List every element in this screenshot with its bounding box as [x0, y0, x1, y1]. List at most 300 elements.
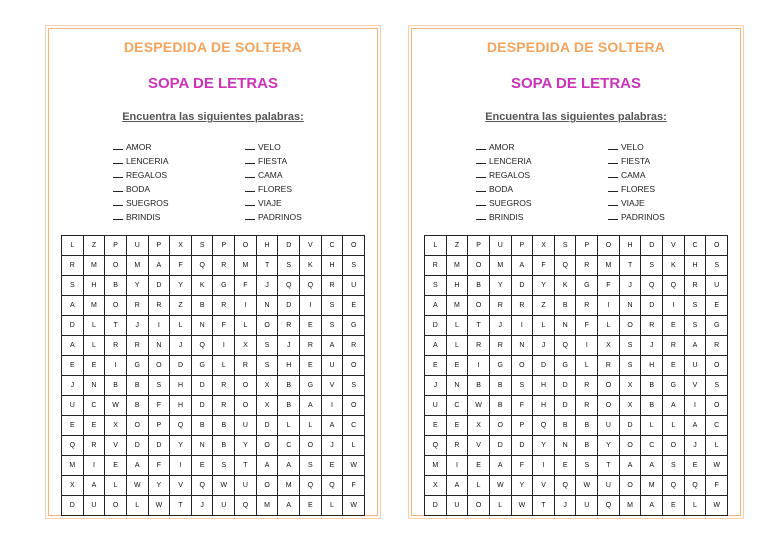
grid-cell: U: [235, 476, 257, 496]
grid-cell: S: [256, 336, 278, 356]
grid-cell: W: [511, 496, 533, 516]
grid-cell: T: [256, 256, 278, 276]
answer-blank: [245, 154, 255, 164]
grid-cell: L: [706, 436, 728, 456]
grid-cell: S: [511, 376, 533, 396]
word-label: LENCERIA: [126, 156, 169, 166]
grid-cell: O: [489, 416, 511, 436]
grid-cell: X: [105, 416, 127, 436]
grid-cell: N: [191, 436, 213, 456]
word-label: SUEGROS: [126, 198, 169, 208]
grid-cell: L: [663, 416, 685, 436]
word-item: [113, 182, 223, 196]
grid-cell: T: [533, 496, 555, 516]
grid-cell: O: [235, 396, 257, 416]
grid-row: [425, 316, 728, 336]
grid-cell: H: [170, 396, 192, 416]
grid-cell: R: [235, 356, 257, 376]
answer-blank: [113, 168, 123, 178]
grid-cell: R: [300, 336, 322, 356]
answer-blank: [476, 168, 486, 178]
grid-cell: J: [62, 376, 84, 396]
grid-row: [425, 396, 728, 416]
word-label: FIESTA: [621, 156, 651, 166]
puzzle-sheet-right: [411, 28, 741, 516]
grid-cell: X: [62, 476, 84, 496]
grid-cell: C: [706, 416, 728, 436]
grid-cell: F: [343, 476, 365, 496]
grid-row: [425, 416, 728, 436]
answer-blank: [245, 210, 255, 220]
grid-cell: R: [684, 276, 706, 296]
grid-cell: G: [554, 356, 576, 376]
grid-cell: D: [170, 356, 192, 376]
grid-cell: X: [170, 236, 192, 256]
word-item: [245, 210, 355, 224]
grid-cell: L: [278, 416, 300, 436]
grid-cell: B: [191, 416, 213, 436]
grid-cell: G: [489, 356, 511, 376]
grid-row: [62, 296, 365, 316]
word-item: [113, 140, 223, 154]
grid-cell: B: [105, 276, 127, 296]
grid-cell: I: [213, 336, 235, 356]
grid-cell: R: [576, 296, 598, 316]
grid-cell: C: [278, 436, 300, 456]
grid-cell: E: [62, 416, 84, 436]
grid-cell: X: [533, 236, 555, 256]
grid-cell: O: [706, 396, 728, 416]
grid-cell: Q: [554, 476, 576, 496]
grid-cell: E: [446, 356, 468, 376]
grid-cell: I: [663, 296, 685, 316]
grid-cell: B: [126, 376, 148, 396]
grid-cell: A: [684, 416, 706, 436]
grid-cell: H: [321, 256, 343, 276]
sheet-title: DESPEDIDA DE SOLTERA: [123, 39, 303, 55]
grid-cell: I: [321, 396, 343, 416]
grid-cell: E: [62, 356, 84, 376]
grid-cell: O: [468, 496, 490, 516]
grid-cell: L: [62, 236, 84, 256]
word-list-column-right: [245, 140, 355, 224]
grid-cell: D: [62, 496, 84, 516]
grid-cell: R: [425, 256, 447, 276]
grid-cell: B: [191, 296, 213, 316]
grid-cell: P: [511, 236, 533, 256]
grid-cell: R: [511, 296, 533, 316]
answer-blank: [608, 196, 618, 206]
grid-cell: W: [148, 496, 170, 516]
grid-cell: D: [641, 296, 663, 316]
word-item: [476, 210, 586, 224]
grid-cell: N: [191, 316, 213, 336]
grid-cell: B: [468, 276, 490, 296]
grid-row: [62, 356, 365, 376]
grid-cell: G: [213, 276, 235, 296]
grid-cell: J: [641, 336, 663, 356]
grid-cell: N: [256, 296, 278, 316]
grid-cell: F: [511, 456, 533, 476]
grid-cell: S: [706, 256, 728, 276]
grid-cell: H: [533, 376, 555, 396]
grid-cell: E: [468, 456, 490, 476]
grid-cell: P: [148, 416, 170, 436]
grid-cell: T: [170, 496, 192, 516]
grid-cell: X: [425, 476, 447, 496]
grid-cell: Q: [641, 276, 663, 296]
grid-cell: N: [511, 336, 533, 356]
answer-blank: [245, 168, 255, 178]
grid-cell: L: [213, 356, 235, 376]
puzzle-sheet-left: [48, 28, 378, 516]
answer-blank: [476, 154, 486, 164]
grid-cell: O: [598, 396, 620, 416]
grid-cell: G: [191, 356, 213, 376]
grid-cell: A: [126, 456, 148, 476]
grid-cell: O: [511, 356, 533, 376]
grid-cell: H: [619, 236, 641, 256]
grid-cell: A: [446, 476, 468, 496]
grid-cell: B: [468, 376, 490, 396]
grid-cell: L: [684, 496, 706, 516]
grid-cell: C: [83, 396, 105, 416]
grid-cell: A: [663, 396, 685, 416]
grid-cell: D: [641, 236, 663, 256]
answer-blank: [245, 182, 255, 192]
grid-cell: S: [343, 256, 365, 276]
grid-cell: Q: [300, 276, 322, 296]
word-label: VIAJE: [621, 198, 645, 208]
grid-cell: P: [213, 236, 235, 256]
grid-cell: Q: [300, 476, 322, 496]
grid-cell: B: [105, 376, 127, 396]
grid-cell: F: [533, 256, 555, 276]
grid-cell: U: [684, 356, 706, 376]
grid-cell: I: [105, 356, 127, 376]
grid-cell: E: [663, 356, 685, 376]
grid-cell: J: [256, 276, 278, 296]
word-label: REGALOS: [126, 170, 168, 180]
grid-cell: G: [300, 376, 322, 396]
grid-cell: D: [489, 436, 511, 456]
grid-cell: P: [148, 236, 170, 256]
grid-cell: G: [663, 376, 685, 396]
grid-cell: Y: [511, 476, 533, 496]
grid-cell: F: [576, 316, 598, 336]
grid-cell: A: [425, 336, 447, 356]
answer-blank: [245, 140, 255, 150]
grid-row: [425, 496, 728, 516]
grid-cell: O: [343, 236, 365, 256]
word-item: [113, 210, 223, 224]
grid-cell: U: [126, 236, 148, 256]
grid-cell: H: [533, 396, 555, 416]
grid-cell: L: [425, 236, 447, 256]
grid-row: [62, 476, 365, 496]
grid-cell: L: [468, 476, 490, 496]
grid-row: [62, 316, 365, 336]
grid-cell: E: [554, 456, 576, 476]
grid-cell: V: [170, 476, 192, 496]
answer-blank: [608, 140, 618, 150]
instruction-text: Encuentra las siguientes palabras:: [122, 111, 304, 123]
grid-cell: O: [663, 436, 685, 456]
grid-cell: R: [489, 296, 511, 316]
grid-row: [425, 436, 728, 456]
grid-cell: M: [489, 256, 511, 276]
grid-cell: O: [468, 296, 490, 316]
grid-cell: J: [321, 436, 343, 456]
grid-cell: B: [213, 416, 235, 436]
grid-cell: J: [278, 336, 300, 356]
grid-cell: A: [300, 396, 322, 416]
grid-cell: H: [684, 256, 706, 276]
word-item: [608, 196, 718, 210]
grid-cell: H: [83, 276, 105, 296]
word-label: BRINDIS: [489, 212, 524, 222]
grid-cell: A: [278, 496, 300, 516]
grid-cell: L: [321, 496, 343, 516]
word-item: [476, 196, 586, 210]
grid-cell: E: [663, 496, 685, 516]
answer-blank: [113, 182, 123, 192]
grid-cell: J: [126, 316, 148, 336]
grid-cell: A: [62, 296, 84, 316]
grid-cell: Q: [663, 476, 685, 496]
grid-cell: O: [105, 256, 127, 276]
grid-cell: E: [105, 456, 127, 476]
grid-cell: R: [598, 356, 620, 376]
grid-row: [62, 496, 365, 516]
grid-cell: U: [343, 276, 365, 296]
grid-cell: B: [489, 396, 511, 416]
grid-cell: V: [300, 236, 322, 256]
grid-cell: G: [343, 316, 365, 336]
grid-cell: T: [235, 456, 257, 476]
grid-cell: C: [321, 236, 343, 256]
grid-cell: R: [126, 336, 148, 356]
grid-cell: J: [425, 376, 447, 396]
grid-cell: E: [684, 456, 706, 476]
grid-cell: U: [446, 496, 468, 516]
grid-cell: Y: [598, 436, 620, 456]
grid-cell: D: [425, 316, 447, 336]
grid-cell: Q: [663, 276, 685, 296]
word-list: [476, 140, 716, 220]
grid-cell: E: [321, 456, 343, 476]
word-label: FLORES: [258, 184, 293, 194]
grid-cell: U: [598, 416, 620, 436]
grid-cell: M: [619, 496, 641, 516]
grid-cell: Q: [62, 436, 84, 456]
grid-cell: Q: [235, 496, 257, 516]
grid-cell: A: [684, 336, 706, 356]
grid-cell: S: [554, 236, 576, 256]
grid-cell: J: [489, 316, 511, 336]
word-label: BODA: [126, 184, 151, 194]
word-label: AMOR: [126, 142, 152, 152]
grid-cell: S: [300, 456, 322, 476]
answer-blank: [608, 168, 618, 178]
grid-cell: A: [256, 456, 278, 476]
grid-cell: D: [278, 296, 300, 316]
grid-cell: Z: [446, 236, 468, 256]
word-item: [608, 182, 718, 196]
sheet-subtitle: SOPA DE LETRAS: [510, 75, 641, 92]
answer-blank: [245, 196, 255, 206]
grid-cell: T: [105, 316, 127, 336]
grid-cell: Q: [278, 276, 300, 296]
grid-cell: E: [446, 416, 468, 436]
grid-cell: D: [511, 436, 533, 456]
grid-cell: O: [235, 376, 257, 396]
grid-row: [62, 396, 365, 416]
grid-cell: W: [489, 476, 511, 496]
grid-cell: F: [511, 396, 533, 416]
grid-cell: O: [598, 236, 620, 256]
grid-cell: I: [511, 316, 533, 336]
word-item: [113, 196, 223, 210]
grid-cell: Y: [489, 276, 511, 296]
grid-cell: O: [468, 256, 490, 276]
word-item: [608, 140, 718, 154]
grid-cell: B: [213, 436, 235, 456]
grid-cell: S: [62, 276, 84, 296]
grid-cell: F: [148, 396, 170, 416]
grid-cell: K: [554, 276, 576, 296]
grid-cell: A: [489, 456, 511, 476]
grid-cell: L: [170, 316, 192, 336]
grid-cell: C: [343, 416, 365, 436]
grid-cell: S: [148, 376, 170, 396]
grid-cell: U: [321, 356, 343, 376]
grid-cell: S: [191, 236, 213, 256]
grid-cell: G: [126, 356, 148, 376]
grid-row: [425, 256, 728, 276]
grid-cell: R: [706, 336, 728, 356]
grid-cell: E: [83, 416, 105, 436]
grid-cell: W: [343, 496, 365, 516]
grid-cell: I: [83, 456, 105, 476]
grid-cell: H: [641, 356, 663, 376]
grid-cell: D: [554, 376, 576, 396]
grid-cell: E: [663, 316, 685, 336]
answer-blank: [476, 210, 486, 220]
grid-cell: Q: [191, 336, 213, 356]
grid-cell: R: [468, 336, 490, 356]
word-list-column-left: [476, 140, 586, 224]
grid-cell: A: [148, 256, 170, 276]
grid-cell: Q: [321, 476, 343, 496]
grid-cell: J: [684, 436, 706, 456]
grid-cell: D: [256, 416, 278, 436]
answer-blank: [476, 140, 486, 150]
grid-cell: M: [126, 256, 148, 276]
grid-cell: K: [300, 256, 322, 276]
grid-cell: N: [446, 376, 468, 396]
grid-cell: Y: [533, 276, 555, 296]
grid-cell: O: [256, 436, 278, 456]
grid-cell: W: [213, 476, 235, 496]
grid-cell: D: [126, 436, 148, 456]
grid-cell: Y: [533, 436, 555, 456]
grid-cell: O: [148, 356, 170, 376]
grid-row: [62, 336, 365, 356]
grid-cell: W: [706, 456, 728, 476]
word-item: [245, 196, 355, 210]
grid-cell: X: [619, 376, 641, 396]
grid-cell: B: [489, 376, 511, 396]
grid-cell: Y: [148, 476, 170, 496]
grid-cell: R: [278, 316, 300, 336]
word-label: BRINDIS: [126, 212, 161, 222]
grid-cell: D: [148, 276, 170, 296]
grid-row: [62, 436, 365, 456]
grid-cell: L: [105, 476, 127, 496]
grid-cell: I: [446, 456, 468, 476]
grid-cell: E: [343, 296, 365, 316]
word-item: [245, 182, 355, 196]
word-item: [245, 140, 355, 154]
grid-cell: S: [321, 316, 343, 336]
grid-cell: P: [511, 416, 533, 436]
grid-row: [62, 236, 365, 256]
grid-cell: A: [425, 296, 447, 316]
word-label: VELO: [621, 142, 644, 152]
word-item: [476, 182, 586, 196]
grid-cell: H: [170, 376, 192, 396]
grid-cell: L: [83, 336, 105, 356]
grid-cell: A: [641, 496, 663, 516]
grid-cell: J: [191, 496, 213, 516]
word-label: VIAJE: [258, 198, 282, 208]
grid-cell: O: [598, 376, 620, 396]
grid-cell: O: [619, 476, 641, 496]
letter-grid: [424, 235, 728, 516]
grid-cell: R: [663, 336, 685, 356]
grid-row: [62, 276, 365, 296]
grid-cell: O: [343, 396, 365, 416]
grid-cell: M: [598, 256, 620, 276]
grid-cell: B: [278, 376, 300, 396]
grid-cell: R: [576, 376, 598, 396]
grid-cell: E: [300, 496, 322, 516]
grid-row: [62, 416, 365, 436]
word-label: CAMA: [258, 170, 283, 180]
grid-cell: P: [468, 236, 490, 256]
grid-cell: S: [706, 376, 728, 396]
grid-cell: L: [598, 316, 620, 336]
grid-cell: Z: [170, 296, 192, 316]
grid-cell: A: [511, 256, 533, 276]
word-list-column-right: [608, 140, 718, 224]
grid-cell: A: [619, 456, 641, 476]
grid-cell: F: [213, 316, 235, 336]
grid-cell: B: [641, 376, 663, 396]
grid-cell: J: [619, 276, 641, 296]
grid-cell: J: [170, 336, 192, 356]
grid-cell: J: [533, 336, 555, 356]
grid-cell: D: [554, 396, 576, 416]
grid-cell: O: [105, 296, 127, 316]
grid-cell: R: [213, 296, 235, 316]
answer-blank: [113, 154, 123, 164]
grid-cell: V: [321, 376, 343, 396]
grid-cell: L: [83, 316, 105, 336]
grid-cell: F: [148, 456, 170, 476]
grid-cell: L: [576, 356, 598, 376]
